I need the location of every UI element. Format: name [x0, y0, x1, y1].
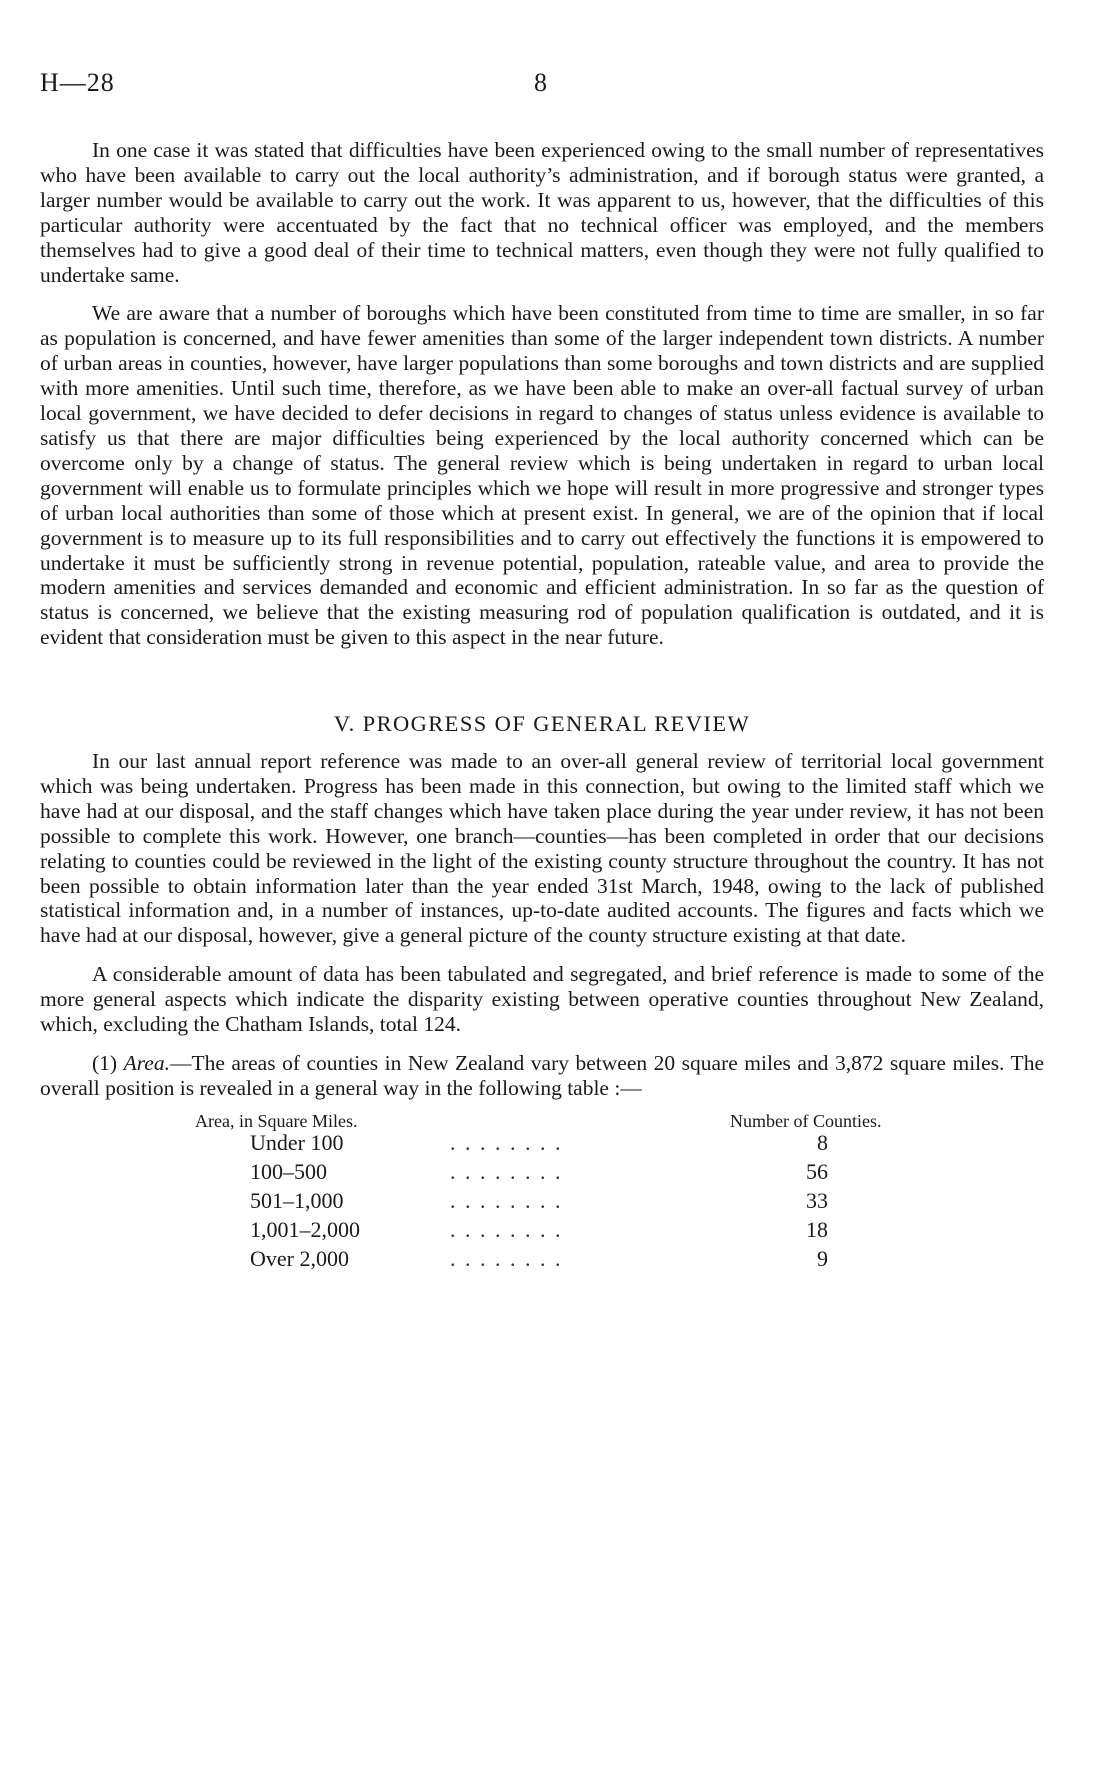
paragraph: In one case it was stated that difficulties have been experienced owing to the small number of representatives who have been available to carry out the local authority’s administration, and if borough status were granted, a larger number would be available to carry out the work. It was apparent to us, however, that the difficulties of this particular authority were accentuated by the fact that no technical officer was employed, and the members themselves had to give a good deal of their time to technical matters, even though they were not fully qualified to undertake same. — [40, 138, 1044, 287]
table-row — [40, 1189, 1044, 1218]
paragraph: We are aware that a number of boroughs which have been constituted from time to time are smaller, in so far as population is concerned, and have fewer amenities than some of the larger independent town districts. A number of urban areas in counties, however, have larger populations than some boroughs and town districts and are supplied with more amenities. Until such time, therefore, as we have been able to make an over-all factual survey of urban local government, we have decided to defer decisions in regard to changes of status unless evidence is available to satisfy us that there are major difficulties being experienced by the local authority concerned which can be overcome only by a change of status. The general review which is being undertaken in regard to urban local government will enable us to formulate principles which we hope will result in more progressive and stronger types of urban local authorities than some of those which at present exist. In general, we are of the opinion that if local government is to measure up to its full responsibilities and to carry out effectively the functions it is empowered to undertake it must be sufficiently strong in revenue potential, population, rateable value, and area to provide the modern amenities and services demanded and economic and efficient administration. In so far as the question of status is concerned, we believe that the existing measuring rod of population qualification is outdated, and it is evident that consideration must be given to this aspect in the near future. — [40, 301, 1044, 650]
dot-leader: . . . . . . . . — [450, 1187, 563, 1213]
document-body — [40, 138, 1044, 1277]
dot-leader: . . . . . . . . — [450, 1158, 563, 1184]
table-row — [40, 1218, 1044, 1247]
document-reference: H—28 — [40, 68, 115, 97]
page-number: 8 — [534, 68, 547, 97]
dot-leader: . . . . . . . . — [450, 1129, 563, 1155]
count-cell: 18 — [806, 1216, 828, 1242]
count-cell: 33 — [806, 1187, 828, 1213]
count-cell: 56 — [806, 1158, 828, 1184]
area-table — [40, 1109, 1044, 1277]
count-cell: 9 — [817, 1245, 828, 1271]
dot-leader: . . . . . . . . — [450, 1216, 563, 1242]
table-row — [40, 1131, 1044, 1160]
paragraph: A considerable amount of data has been tabulated and segregated, and brief reference is made to some of the more general aspects which indicate the disparity existing between operative counties throughout New Zealand, which, excluding the Chatham Islands, total 124. — [40, 962, 1044, 1037]
section-heading: V. PROGRESS OF GENERAL REVIEW — [333, 711, 751, 737]
area-cell: 100–500 — [250, 1158, 327, 1184]
table-header — [40, 1109, 1044, 1131]
table-row — [40, 1247, 1044, 1276]
column-header-count: Number of Counties. — [730, 1110, 882, 1131]
area-paragraph-text: —The areas of counties in New Zealand vary between 20 square miles and 3,872 square miles. The overall position is revealed in a general way in the following table :— — [40, 1051, 1044, 1100]
area-cell: 501–1,000 — [250, 1187, 344, 1213]
area-paragraph-prefix: (1) — [92, 1051, 124, 1075]
area-cell: 1,001–2,000 — [250, 1216, 360, 1242]
area-paragraph — [40, 1051, 1044, 1101]
count-cell: 8 — [817, 1129, 828, 1155]
page-header — [40, 68, 1074, 108]
table-row — [40, 1160, 1044, 1189]
dot-leader: . . . . . . . . — [450, 1245, 563, 1271]
paragraph: In our last annual report reference was made to an over-all general review of territorial local government which was being undertaken. Progress has been made in this connection, but owing to the limited staff which we have had at our disposal, and the staff changes which have taken place during the year under review, it has not been possible to complete this work. However, one branch—counties—has been completed in order that our decisions relating to counties could be reviewed in the light of the existing county structure throughout the country. It has not been possible to obtain information later than the year ended 31st March, 1948, owing to the lack of published statistical information and, in a number of instances, up-to-date audited accounts. The figures and facts which we have had at our disposal, however, give a general picture of the county structure existing at that date. — [40, 749, 1044, 948]
area-cell: Under 100 — [250, 1129, 344, 1155]
area-paragraph-lead: Area. — [123, 1051, 170, 1075]
column-header-area: Area, in Square Miles. — [195, 1110, 358, 1131]
area-cell: Over 2,000 — [250, 1245, 349, 1271]
